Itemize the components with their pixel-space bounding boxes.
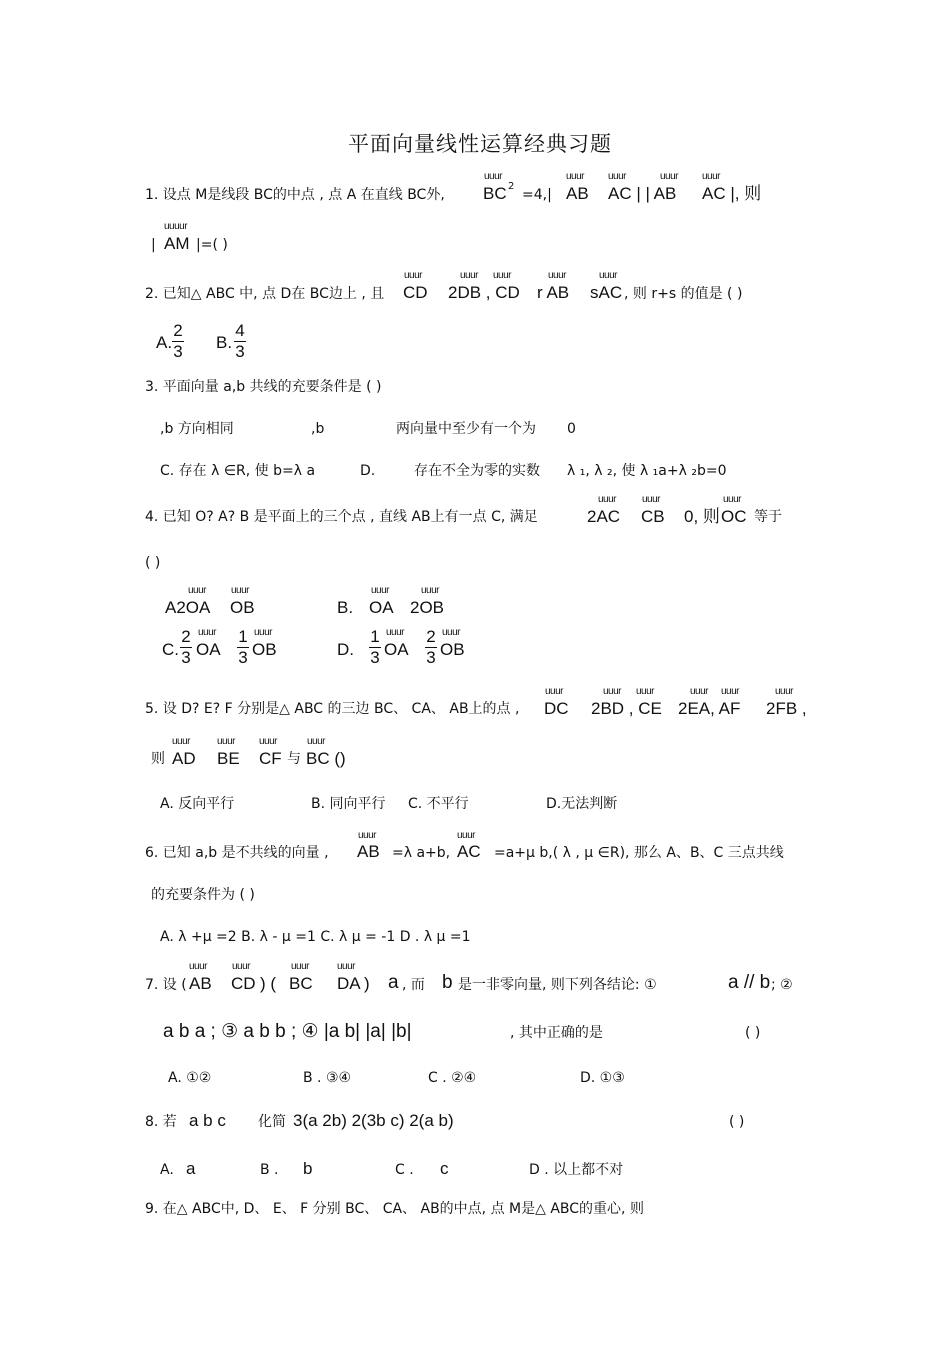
q7-opt-b: B . ③④ [303, 1070, 352, 1086]
q4-v2: CB [641, 507, 665, 526]
q3-opt-d: D. [360, 463, 376, 479]
q8-paren: ( ) [729, 1114, 745, 1130]
q4-d-ob: OB [440, 640, 465, 659]
q6-v2: AC [457, 842, 481, 861]
q2-arrow-3: uuur [493, 270, 512, 281]
q5-w1: AD [172, 749, 196, 768]
q7-a: a [388, 972, 399, 993]
q2-opt-b-den: 3 [235, 342, 245, 361]
q2-arrow-4: uuur [548, 270, 567, 281]
q3-opt-d2: 存在不全为零的实数 [414, 463, 540, 479]
q4-opt-b: B. [337, 598, 354, 617]
q4-c-arrow-1: uuur [198, 627, 217, 638]
document-title: 平面向量线性运算经典习题 [348, 132, 612, 156]
q3-line-a: ,b 方向相同 [160, 421, 234, 437]
q5-w-arrow-2: uuur [217, 736, 236, 747]
q2-opt-a: A. [156, 333, 173, 352]
q4-c-arrow-2: uuur [254, 627, 273, 638]
q4-b-arrow-2: uuur [421, 585, 440, 596]
q4-text: 4. 已知 O? A? B 是平面上的三个点 , 直线 AB上有一点 C, 满足 [145, 509, 538, 525]
q4-c-frac-2 [237, 628, 249, 667]
q8-opt-a: A. [160, 1162, 174, 1178]
q1-sq: 2 [508, 181, 515, 192]
q3-line-b2: 两向量中至少有一个为 [396, 421, 536, 437]
q7-v1: AB [189, 974, 212, 993]
q7-mid: ) ( [260, 974, 277, 993]
q6-text: 6. 已知 a,b 是不共线的向量 , [145, 845, 329, 861]
q1-ab: AB [566, 184, 589, 203]
q5-v4: 2FB , [766, 699, 807, 718]
q5-text: 5. 设 D? E? F 分别是△ ABC 的三边 BC、 CA、 AB上的点 , [145, 701, 520, 717]
q8-opt-b: B . [260, 1162, 279, 1178]
q4-a-arrow-2: uuur [231, 585, 250, 596]
q4-d-frac-2 [425, 628, 437, 667]
q2-opt-b-frac [234, 322, 246, 361]
q6-tail: =a+μ b,( λ , μ ∈R), 那么 A、B、C 三点共线 [494, 845, 784, 861]
q4-d-arrow-2: uuur [442, 627, 461, 638]
q1-eq: =4,| [522, 187, 552, 203]
q7-opt-c: C . ②④ [428, 1070, 477, 1086]
q4-d-num-2: 2 [426, 627, 436, 646]
q4-arrow-2: uuur [642, 494, 661, 505]
q4-c-ob: OB [252, 640, 277, 659]
q2-opt-b-num: 4 [235, 321, 245, 340]
q5-arrow-2: uuur [603, 686, 622, 697]
q2-text: 2. 已知△ ABC 中, 点 D在 BC边上 , 且 [145, 286, 385, 302]
q4-d-arrow-1: uuur [386, 627, 405, 638]
q1-ac: AC | | AB [608, 184, 677, 203]
q4-opt-c: C. [162, 640, 179, 659]
q7-pre: 7. 设 ( [145, 977, 187, 993]
q6-v1: AB [357, 842, 380, 861]
q5-v2: 2BD , CE [591, 699, 662, 718]
q1-ac2-arrow: uuur [702, 171, 721, 182]
q1-ac2: AC |, 则 [702, 184, 762, 203]
q7-opt-a: A. ①② [168, 1070, 212, 1086]
q4-opt-a: A2OA [165, 598, 211, 617]
q5-arrow-5: uuur [721, 686, 740, 697]
q5-v3: 2EA, AF [678, 699, 741, 718]
q5-opt-c: C. 不平行 [408, 796, 469, 812]
q8-expr1: a b c [189, 1111, 226, 1130]
q4-opt-a2: OB [230, 598, 255, 617]
q2-opt-a-num: 2 [173, 321, 183, 340]
q7-comma: , 而 [402, 977, 425, 993]
q2-arrow-1: uuur [404, 270, 423, 281]
q5-w-arrow-1: uuur [172, 736, 191, 747]
q1-am-arrow: uuuur [164, 221, 188, 232]
q3-text: 3. 平面向量 a,b 共线的充要条件是 ( ) [145, 379, 382, 395]
q1-ab2-arrow: uuur [660, 171, 679, 182]
q4-d-num-1: 1 [370, 627, 380, 646]
q6-arrow-1: uuur [358, 830, 377, 841]
q4-c-num-1: 2 [181, 627, 191, 646]
q7-line2: a b a ; ③ a b b ; ④ |a b| |a| |b| [163, 1021, 412, 1042]
q4-opt-d: D. [337, 640, 354, 659]
q7-b: b [442, 972, 453, 993]
q2-opt-b: B. [216, 333, 233, 352]
q1-bc-arrow: uuur [484, 171, 503, 182]
q4-a-arrow-1: uuur [188, 585, 207, 596]
q4-v3: 0, 则 [684, 507, 720, 526]
q1-am: AM [164, 234, 190, 253]
q4-v1: 2AC [587, 507, 621, 526]
q4-b-arrow-1: uuur [371, 585, 390, 596]
q7-opt-d: D. ①③ [580, 1070, 625, 1086]
q5-w-arrow-3: uuur [259, 736, 278, 747]
q3-line-b: ,b [311, 421, 325, 437]
q7-ab: a // b [728, 972, 771, 993]
q8-opt-c: C . [395, 1162, 414, 1178]
q4-arrow-3: uuur [723, 494, 742, 505]
q7-v4: DA [337, 974, 361, 993]
q5-w-arrow-4: uuur [307, 736, 326, 747]
q4-c-frac-1 [180, 628, 192, 667]
q6-mid: =λ a+b, [392, 845, 451, 861]
q1-text: 1. 设点 M是线段 BC的中点 , 点 A 在直线 BC外, [145, 187, 445, 203]
q7-v3: BC [289, 974, 313, 993]
q7-paren: ( ) [745, 1025, 761, 1041]
q4-opt-b3: 2OB [410, 598, 445, 617]
q7-v2: CD [231, 974, 256, 993]
q5-w2: BE [217, 749, 240, 768]
q8-opt-d: D . 以上都不对 [529, 1162, 624, 1178]
q5-arrow-1: uuur [545, 686, 564, 697]
q4-c-oa: OA [196, 640, 221, 659]
q4-d-den-1: 3 [370, 648, 380, 667]
q8-text: 8. 若 [145, 1114, 177, 1130]
q5-opt-d: D.无法判断 [546, 796, 618, 812]
q9-text: 9. 在△ ABC中, D、 E、 F 分别 BC、 CA、 AB的中点, 点 M是△ ABC的重心, 则 [145, 1201, 644, 1217]
q3-zero: 0 [567, 421, 576, 437]
q4-d-den-2: 3 [426, 648, 436, 667]
q4-c-num-2: 1 [238, 627, 248, 646]
q5-w3: CF [259, 749, 282, 768]
q4-c-den-1: 3 [181, 648, 191, 667]
q2-v3: r AB [537, 283, 570, 302]
q4-tail: 等于 [754, 509, 782, 525]
q2-arrow-2: uuur [460, 270, 479, 281]
q5-opt-a: A. 反向平行 [160, 796, 235, 812]
q8-opt-c2: c [440, 1159, 449, 1178]
q2-v2: 2DB , CD [448, 283, 520, 302]
q1-ac-arrow: uuur [608, 171, 627, 182]
q6-line2: 的充要条件为 ( ) [151, 887, 255, 903]
q7-tail: 是一非零向量, 则下列各结论: ① [458, 977, 657, 993]
q5-opt-b: B. 同向平行 [311, 796, 386, 812]
q2-opt-a-den: 3 [173, 342, 183, 361]
q4-d-frac-1 [369, 628, 381, 667]
q2-arrow-5: uuur [599, 270, 618, 281]
q8-mid: 化简 [258, 1114, 286, 1130]
q2-tail: , 则 r+s 的值是 ( ) [624, 286, 743, 302]
q4-d-oa: OA [384, 640, 409, 659]
q5-w4: BC () [306, 749, 346, 768]
q4-paren: ( ) [145, 555, 161, 571]
q5-w3b: 与 [287, 751, 301, 767]
q8-opt-a2: a [186, 1159, 196, 1178]
q7-arrow-4: uuur [337, 961, 356, 972]
q5-arrow-6: uuur [775, 686, 794, 697]
q6-arrow-2: uuur [457, 830, 476, 841]
q5-line2-pre: 则 [151, 751, 165, 767]
q2-opt-a-frac [172, 322, 184, 361]
q3-opt-d3: λ ₁, λ ₂, 使 λ ₁a+λ ₂b=0 [567, 463, 727, 479]
q7-tail2: ; ② [771, 977, 793, 993]
q7-post: ) [364, 974, 370, 993]
q1-bc: BC [483, 184, 507, 203]
q3-opt-c: C. 存在 λ ∈R, 使 b=λ a [160, 463, 316, 479]
q1-ab-arrow: uuur [566, 171, 585, 182]
q7-arrow-1: uuur [189, 961, 208, 972]
q5-arrow-4: uuur [690, 686, 709, 697]
q4-arrow-1: uuur [598, 494, 617, 505]
q5-v1: DC [544, 699, 569, 718]
q6-options: A. λ +μ =2 B. λ - μ =1 C. λ μ = -1 D . λ μ =1 [160, 929, 471, 945]
q4-c-den-2: 3 [238, 648, 248, 667]
q7-arrow-3: uuur [291, 961, 310, 972]
q2-v1: CD [403, 283, 428, 302]
q1-line2-post: |=( ) [196, 237, 228, 253]
q1-line2-pre: | [151, 237, 156, 253]
q2-v4: sAC [590, 283, 623, 302]
q7-arrow-2: uuur [232, 961, 251, 972]
q7-line2-tail: , 其中正确的是 [510, 1025, 603, 1041]
q5-arrow-3: uuur [636, 686, 655, 697]
q4-opt-b2: OA [369, 598, 394, 617]
q8-expr2: 3(a 2b) 2(3b c) 2(a b) [293, 1111, 454, 1130]
q4-v4: OC [721, 507, 747, 526]
q8-opt-b2: b [303, 1159, 313, 1178]
